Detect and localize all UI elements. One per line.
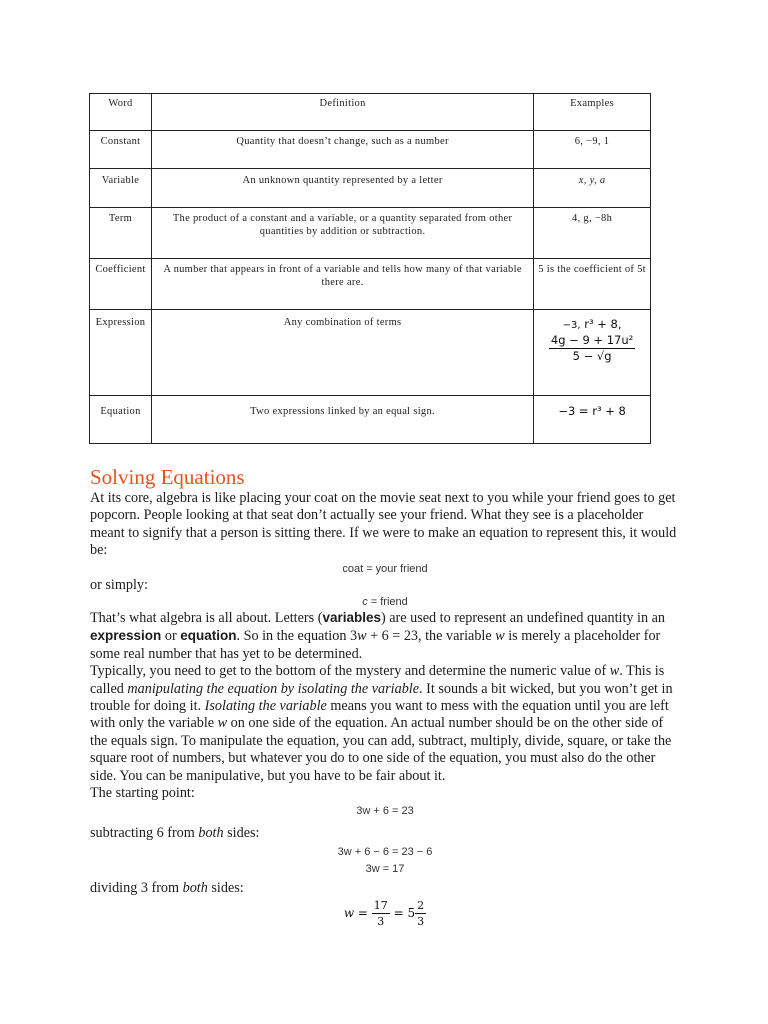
text-run: is merely a placeholder for some real number that has yet to be determined.	[90, 628, 661, 662]
term-equation: equation	[180, 628, 237, 644]
solution-numerator: 17	[373, 899, 388, 913]
table-row	[90, 131, 651, 169]
solution-whole: 5	[407, 906, 416, 921]
word-cell: Equation	[90, 396, 152, 444]
examples-cell: 6, −9, 1	[534, 131, 651, 169]
term-variables: variables	[322, 610, 381, 626]
vocabulary-table	[89, 93, 651, 444]
equation-solution	[90, 899, 680, 928]
examples-cell: x, y, a	[534, 169, 651, 208]
header-examples: Examples	[534, 94, 651, 131]
word-cell: Constant	[90, 131, 152, 169]
examples-cell: −3, r³ + 8, $\frac{\text{4g − 9 + 17u²}}{5 - √g}$	[534, 310, 651, 396]
text-run: . It sounds a bit wicked, but you won’t get in trouble for doing it.	[90, 680, 673, 715]
isolating-paragraph	[90, 663, 680, 785]
examples-cell: −3 = r³ + 8	[534, 396, 651, 444]
term-expression: expression	[90, 628, 162, 644]
solving-equations-section	[90, 464, 680, 928]
text-run: ) are used to represent an undefined quantity in an	[380, 610, 666, 627]
word-cell: Coefficient	[90, 259, 152, 310]
var-w: w	[217, 715, 228, 732]
table-header-row	[90, 94, 651, 131]
equation-subtract: 3w + 6 − 6 = 23 − 6	[337, 845, 433, 858]
variables-paragraph	[90, 609, 680, 663]
equation-coat: coat = your friend	[342, 562, 428, 575]
text-run: That’s what algebra is all about. Letters (	[90, 610, 323, 627]
var-w: w	[609, 663, 620, 680]
emphasis-text: both	[198, 824, 224, 841]
emphasis-text: both	[182, 879, 208, 896]
definition-cell: The product of a constant and a variable, or a quantity separated from other quantities by addition or subtraction.	[151, 208, 533, 259]
definition-cell: A number that appears in front of a variable and tells how many of that variable there are.	[151, 259, 533, 310]
section-title: Solving Equations	[90, 465, 245, 489]
equation-simplified: 3w = 17	[365, 862, 405, 875]
text-run: Typically, you need to get to the bottom of the mystery and determine the numeric value of	[90, 663, 610, 680]
definition-cell: An unknown quantity represented by a letter	[151, 169, 533, 208]
examples-cell: 5 is the coefficient of 5t	[534, 259, 651, 310]
solution-equals: =	[393, 906, 404, 921]
eq-c-rest: = friend	[367, 596, 408, 609]
emphasis-text: manipulating the equation by isolating the variable	[127, 680, 420, 697]
text-run: + 6 = 23, the variable	[366, 628, 496, 645]
starting-point-text: The starting point:	[90, 785, 195, 802]
text-run: dividing 3 from	[90, 879, 183, 896]
word-cell: Term	[90, 208, 152, 259]
var-w: w	[357, 628, 367, 645]
expr-term-1: r³ + 8	[584, 317, 618, 331]
dividing-text	[90, 880, 680, 897]
solution-frac-denominator: 3	[417, 915, 425, 929]
table-row	[90, 208, 651, 259]
text-run: or	[161, 628, 181, 645]
definition-cell: Quantity that doesn’t change, such as a number	[151, 131, 533, 169]
solution-frac-numerator: 2	[417, 899, 425, 913]
solution-denominator: 3	[377, 915, 385, 929]
examples-cell: 4, g, −8h	[534, 208, 651, 259]
text-run: on one side of the equation. An actual number should be on the other side of the equals sign. To manipulate the equation, you can add, subtract, multiply, divide, square, or take the square root of numbers, but whatever you do to one side of the equation, you must also do the other side. You can be manipulative, but you have to be fair about it.	[90, 715, 672, 784]
definition-cell: Any combination of terms	[151, 310, 533, 396]
word-cell: Expression	[90, 310, 152, 396]
text-run: sides:	[223, 824, 260, 841]
word-cell: Variable	[90, 169, 152, 208]
table-row	[90, 396, 651, 444]
text-run: subtracting 6 from	[90, 824, 199, 841]
eq-variable-c: c	[362, 596, 368, 609]
table-row	[90, 259, 651, 310]
or-simply-text: or simply:	[90, 576, 148, 593]
header-definition: Definition	[151, 94, 533, 131]
header-word: Word	[90, 94, 152, 131]
table-row	[90, 310, 651, 396]
text-run: . So in the equation 3	[236, 628, 358, 645]
text-run: . This is called	[90, 663, 665, 697]
solution-lhs: w =	[343, 906, 368, 921]
emphasis-text: Isolating the variable	[204, 698, 327, 715]
var-w: w	[495, 628, 505, 645]
expr-prefix: −3,	[562, 320, 581, 331]
expr-fraction-denominator: 5 − √g	[572, 349, 612, 363]
subtracting-text	[90, 825, 680, 842]
table-row	[90, 169, 651, 208]
intro-paragraph: At its core, algebra is like placing your coat on the movie seat next to you while your friend goes to get popcorn. People looking at that seat don’t actually see your friend. What they see is a placeholder meant to signify that a person is sitting there. If we were to make an equation to represent this, it would be:	[90, 490, 677, 559]
equation-start: 3w + 6 = 23	[356, 804, 414, 817]
expr-fraction-numerator: 4g − 9 + 17u²	[550, 333, 634, 347]
text-run: means you want to mess with the equation until you are left with only the variable	[90, 698, 669, 732]
text-run: sides:	[207, 879, 244, 896]
definition-cell: Two expressions linked by an equal sign.	[151, 396, 533, 444]
